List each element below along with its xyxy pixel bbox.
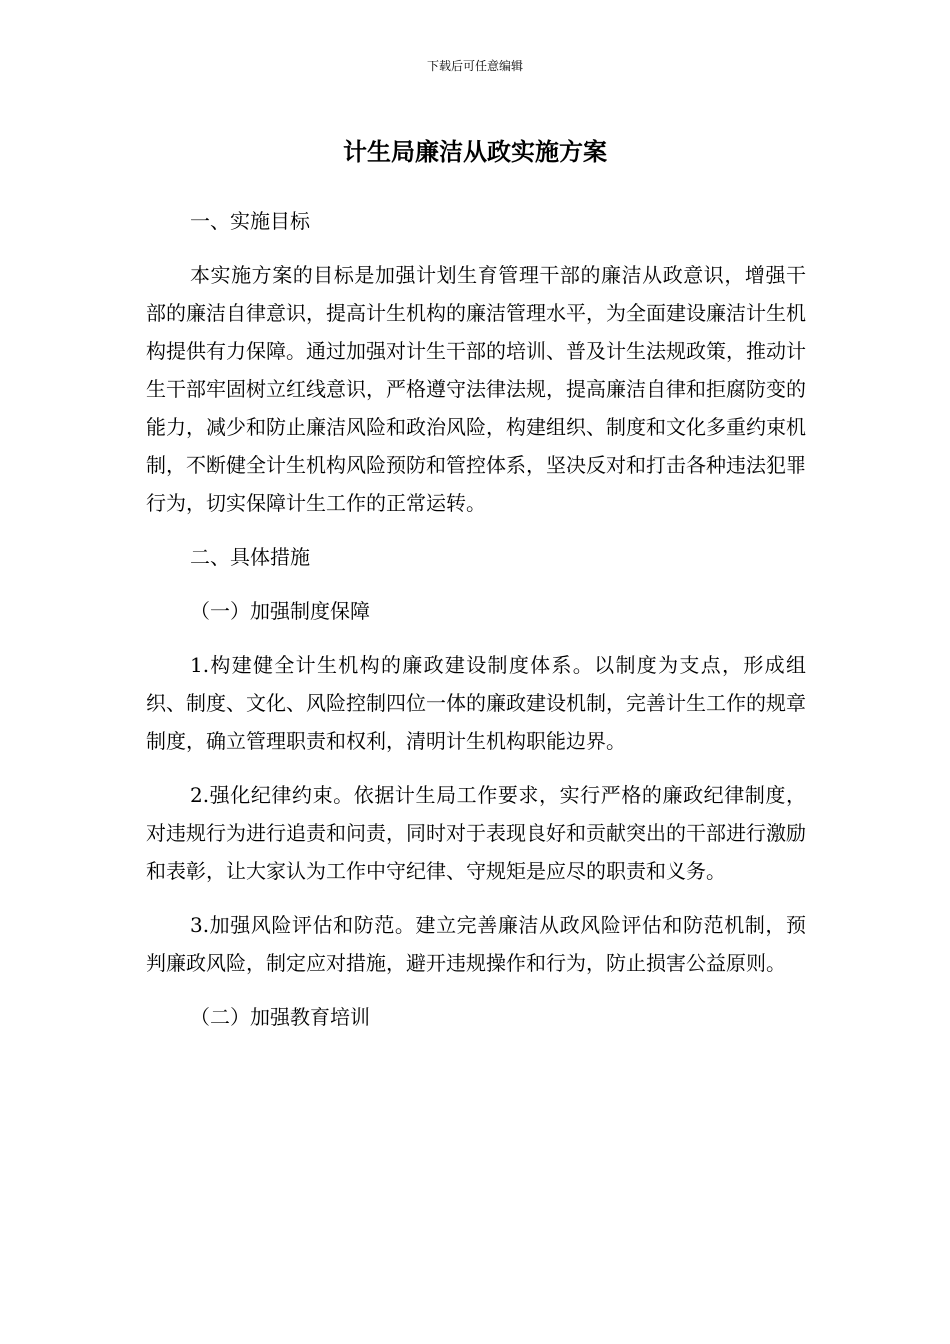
subsection-heading-system: （一）加强制度保障 [190, 599, 370, 623]
measure-item-1: 1.构建健全计生机构的廉政建设制度体系。以制度为支点，形成组织、制度、文化、风险控制四位一体的廉政建设机制，完善计生工作的规章制度，确立管理职责和权利，清明计生机构职能边界。 [146, 653, 806, 753]
section-heading-goals: 一、实施目标 [190, 209, 310, 233]
section-heading-measures: 二、具体措施 [190, 545, 310, 569]
measure-item-3: 3.加强风险评估和防范。建立完善廉洁从政风险评估和防范机制，预判廉政风险，制定应对措施，避开违规操作和行为，防止损害公益原则。 [146, 913, 806, 975]
subsection-heading-training: （二）加强教育培训 [190, 1005, 370, 1029]
document-body [146, 202, 806, 1052]
header-note: 下载后可任意编辑 [426, 59, 523, 73]
measure-item-2: 2.强化纪律约束。依据计生局工作要求，实行严格的廉政纪律制度，对违规行为进行追责和问责，同时对于表现良好和贡献突出的干部进行激励和表彰，让大家认为工作中守纪律、守规矩是应尽的职责和义务。 [146, 783, 806, 883]
goals-paragraph: 本实施方案的目标是加强计划生育管理干部的廉洁从政意识，增强干部的廉洁自律意识，提高计生机构的廉洁管理水平，为全面建设廉洁计生机构提供有力保障。通过加强对计生干部的培训、普及计生法规政策，推动计生干部牢固树立红线意识，严格遵守法律法规，提高廉洁自律和拒腐防变的能力，减少和防止廉洁风险和政治风险，构建组织、制度和文化多重约束机制，不断健全计生机构风险预防和管控体系，坚决反对和打击各种违法犯罪行为，切实保障计生工作的正常运转。 [146, 263, 806, 515]
document-title: 计生局廉洁从政实施方案 [343, 138, 607, 166]
